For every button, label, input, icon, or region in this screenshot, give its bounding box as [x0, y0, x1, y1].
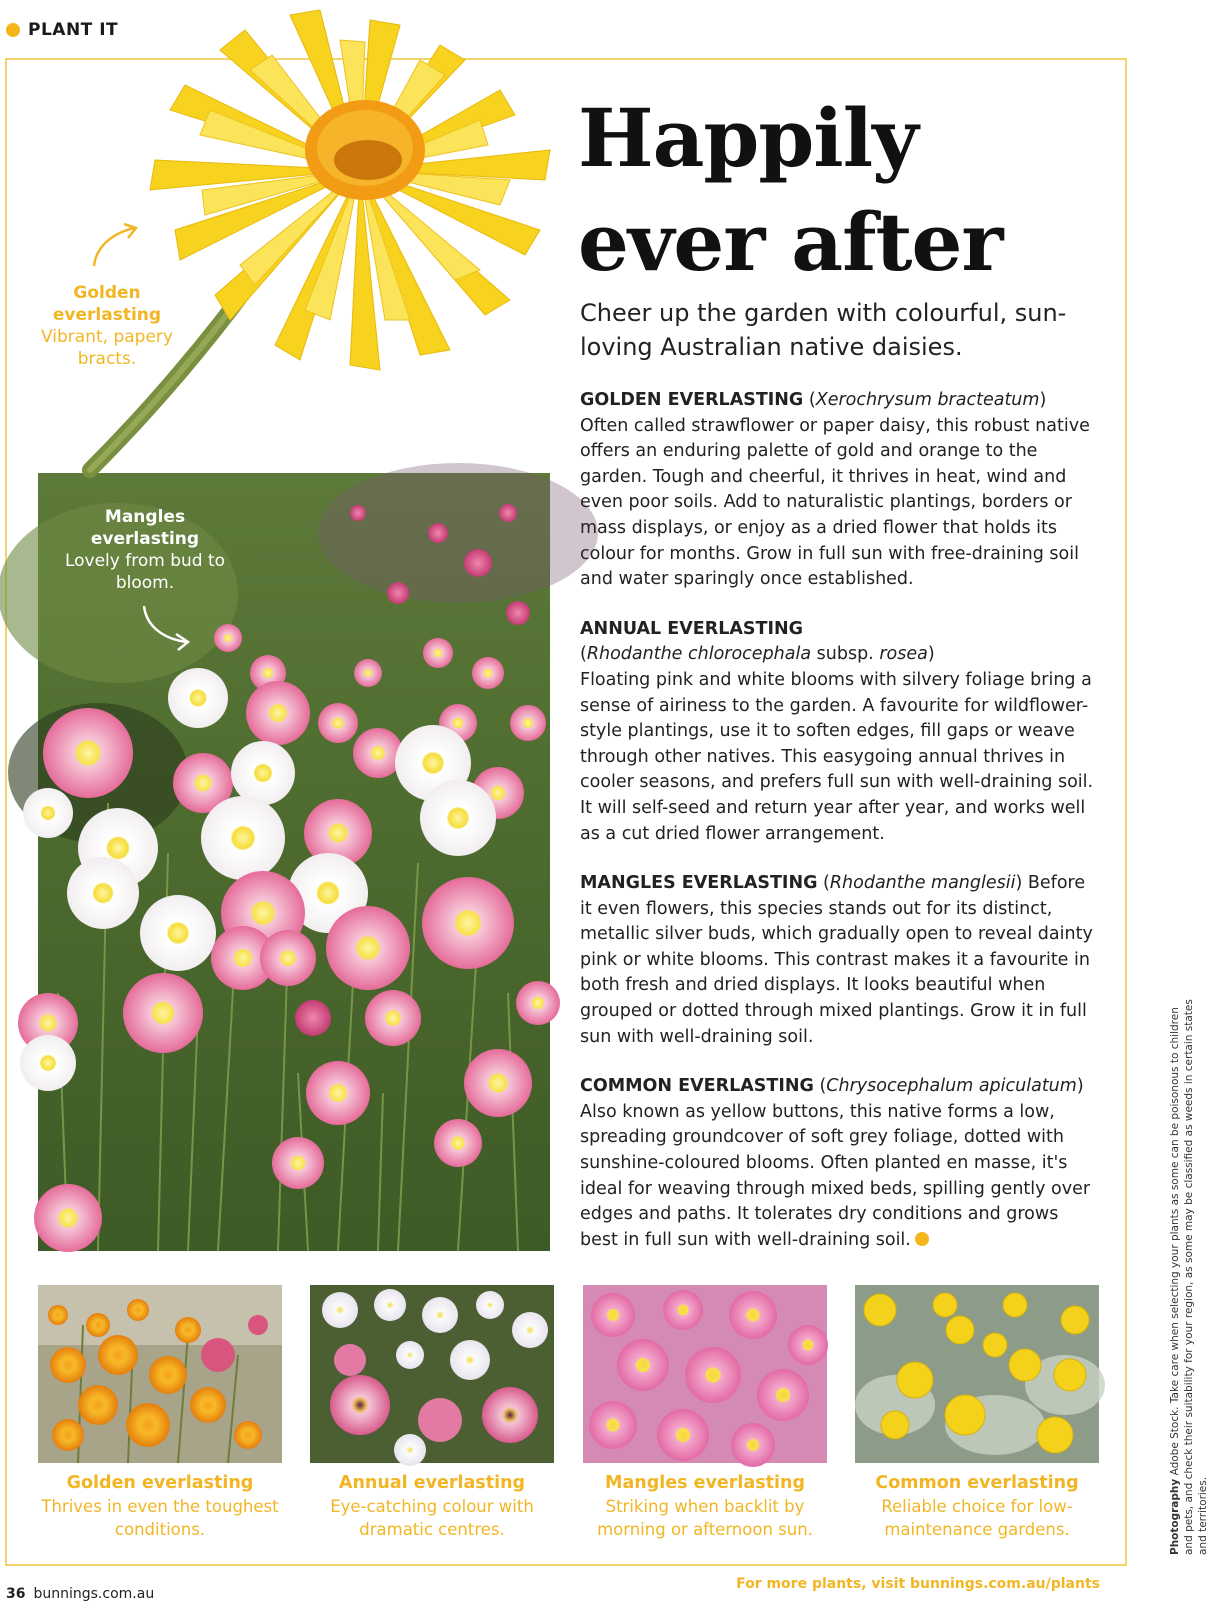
latin-close: ) — [1015, 873, 1023, 894]
latin-open: ( — [823, 873, 830, 894]
latin-open: ( — [819, 1076, 827, 1097]
callout-title: Golden everlasting — [52, 283, 162, 325]
credit-label: Photography — [1169, 1478, 1181, 1555]
plant-name: GOLDEN EVERLASTING — [580, 390, 804, 410]
page-title — [578, 86, 1003, 294]
thumbnail-desc: Striking when backlit by morning or afternoon sun. — [597, 1497, 813, 1539]
latin-open: ( — [808, 390, 816, 410]
thumbnail-desc: Thrives in even the toughest conditions. — [41, 1497, 279, 1539]
bullet-dot-icon — [6, 23, 20, 37]
annual-everlasting-photo — [310, 1285, 554, 1463]
thumbnail-annual — [310, 1285, 554, 1541]
latin-line — [580, 642, 1100, 668]
photography-credit — [1168, 985, 1210, 1555]
latin-close: ) — [1039, 390, 1047, 410]
golden-everlasting-photo — [38, 1285, 282, 1463]
latin-name: Rhodanthe chlorocephala — [586, 644, 812, 665]
mangles-everlasting-thumb-photo — [583, 1285, 827, 1463]
plant-description: Also known as yellow buttons, this native forms a low, spreading groundcover of soft grey foliage, dotted with sunshine-coloured blooms. Often planted en masse, it's ideal for weaving through mixed beds, spilling gently over edges and paths. It tolerates dry conditions and grows best in full sun with well-draining soil. — [580, 1101, 1091, 1250]
thumbnail-golden — [38, 1285, 282, 1541]
title-line-2: ever after — [578, 195, 1003, 289]
callout-desc: Lovely from bud to bloom. — [64, 551, 226, 593]
thumbnail-desc: Eye-catching colour with dramatic centres. — [330, 1497, 534, 1539]
more-plants-link[interactable]: For more plants, visit bunnings.com.au/plants — [736, 1576, 1100, 1592]
section-tag-label: PLANT IT — [28, 20, 119, 40]
latin-name: Xerochrysum bracteatum — [815, 390, 1040, 410]
thumbnail-mangles — [583, 1285, 827, 1541]
thumbnail-title: Annual everlasting — [338, 1473, 526, 1493]
end-mark-dot-icon — [915, 1232, 929, 1246]
title-line-1: Happily — [578, 91, 918, 185]
latin-subsp: subsp. — [811, 644, 880, 665]
thumbnail-title: Common everlasting — [875, 1473, 1079, 1493]
plant-description: Floating pink and white blooms with silvery foliage bring a sense of airiness to the garden. A favourite for wildflower-style plantings, use it to soften edges, fill gaps or weave through other natives. This easygoing annual thrives in cooler seasons, and prefers full sun with well-draining soil. It will self-seed and return year after year, and works well as a cut dried flower arrangement. — [580, 669, 1094, 844]
plant-description: Before it even flowers, this species stands out for its distinct, metallic silver buds, which gradually open to reveal dainty pink or white blooms. This contrast makes it a favourite in both fresh and dried displays. It looks beautiful when grouped or dotted through mixed plantings. Grow it in full sun with well-draining soil. — [580, 873, 1093, 1047]
common-everlasting-photo — [855, 1285, 1099, 1463]
latin-name: Chrysocephalum apiculatum — [826, 1076, 1077, 1097]
plant-entry-annual — [580, 617, 1100, 847]
callout-desc: Vibrant, papery bracts. — [41, 327, 173, 369]
latin-name: Rhodanthe manglesii — [829, 873, 1016, 894]
plant-description: Often called strawflower or paper daisy, this robust native offers an enduring palette of gold and orange to the garden. Tough and cheerful, it thrives in heat, wind and even poor soils. Add to naturalistic plantings, borders or mass displays, or enjoy as a dried flower that holds its colour for months. Grow in full sun with free-draining soil and water sparingly once established. — [580, 415, 1090, 590]
latin-close: ) — [1076, 1076, 1084, 1097]
credit-text: Adobe Stock. Take care when selecting your plants as some can be poisonous to children and pets, and check their suitability for your region, as some may be classified as weeds in certain states and territories. — [1169, 999, 1209, 1555]
callout-title: Mangles everlasting — [90, 507, 200, 549]
plant-name: COMMON EVERLASTING — [580, 1076, 814, 1097]
site-name: bunnings.com.au — [33, 1586, 155, 1602]
plant-entry-golden — [580, 388, 1100, 593]
curved-arrow-icon — [88, 222, 148, 272]
thumbnail-title: Golden everlasting — [66, 1473, 254, 1493]
page-number: 36 — [6, 1586, 26, 1602]
curved-arrow-icon — [140, 602, 200, 652]
page-subtitle: Cheer up the garden with colourful, sun-loving Australian native daisies. — [580, 299, 1067, 361]
plant-entry-common — [580, 1074, 1100, 1253]
mangles-everlasting-callout — [60, 506, 230, 594]
latin-open: ( — [580, 644, 587, 665]
thumbnail-common — [855, 1285, 1099, 1541]
golden-everlasting-callout — [22, 282, 192, 370]
page-footer — [6, 1586, 154, 1602]
plant-name: ANNUAL EVERLASTING — [580, 618, 803, 639]
latin-name-variety: rosea — [879, 644, 928, 665]
thumbnail-title: Mangles everlasting — [605, 1473, 805, 1493]
latin-close: ) — [927, 644, 935, 665]
plant-descriptions — [580, 388, 1100, 1277]
plant-entry-mangles — [580, 871, 1100, 1050]
plant-name: MANGLES EVERLASTING — [580, 873, 818, 894]
thumbnail-desc: Reliable choice for low-maintenance gardens. — [881, 1497, 1073, 1539]
